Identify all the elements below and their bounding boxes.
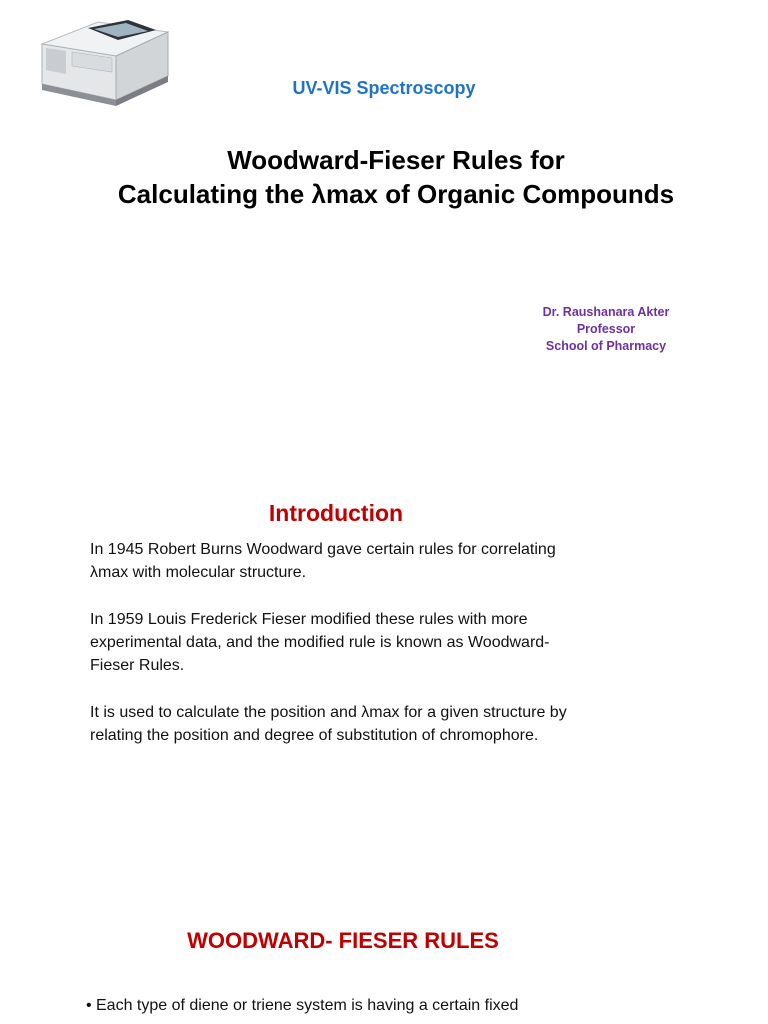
author-department: School of Pharmacy bbox=[545, 339, 667, 353]
intro-paragraph: In 1945 Robert Burns Woodward gave certain rules for correlating λmax with molecular structure. bbox=[90, 541, 556, 582]
rules-list bbox=[86, 994, 606, 1018]
bullet-icon: • bbox=[86, 997, 92, 1014]
author-name: Dr. Raushanara Akter bbox=[542, 305, 670, 319]
title-line-2: Calculating the λmax of Organic Compounds bbox=[117, 179, 675, 209]
introduction-heading: Introduction bbox=[268, 500, 404, 526]
page-title bbox=[0, 143, 768, 211]
intro-paragraph: It is used to calculate the position and λmax for a given structure by relating the position and degree of substitution of chromophore. bbox=[90, 704, 567, 745]
author-block bbox=[506, 304, 706, 355]
author-position: Professor bbox=[576, 322, 636, 336]
subject-label: UV-VIS Spectroscopy bbox=[292, 78, 476, 98]
bullet-text: Each type of diene or triene system is having a certain fixed bbox=[96, 997, 519, 1014]
intro-paragraph: In 1959 Louis Frederick Fieser modified these rules with more experimental data, and the modified rule is known as Woodward-Fieser Rules. bbox=[90, 610, 550, 675]
title-line-1: Woodward-Fieser Rules for bbox=[227, 145, 565, 175]
introduction-body bbox=[90, 538, 590, 771]
spectrophotometer-image bbox=[36, 14, 172, 114]
list-item bbox=[86, 994, 606, 1018]
rules-heading: WOODWARD- FIESER RULES bbox=[187, 928, 499, 953]
